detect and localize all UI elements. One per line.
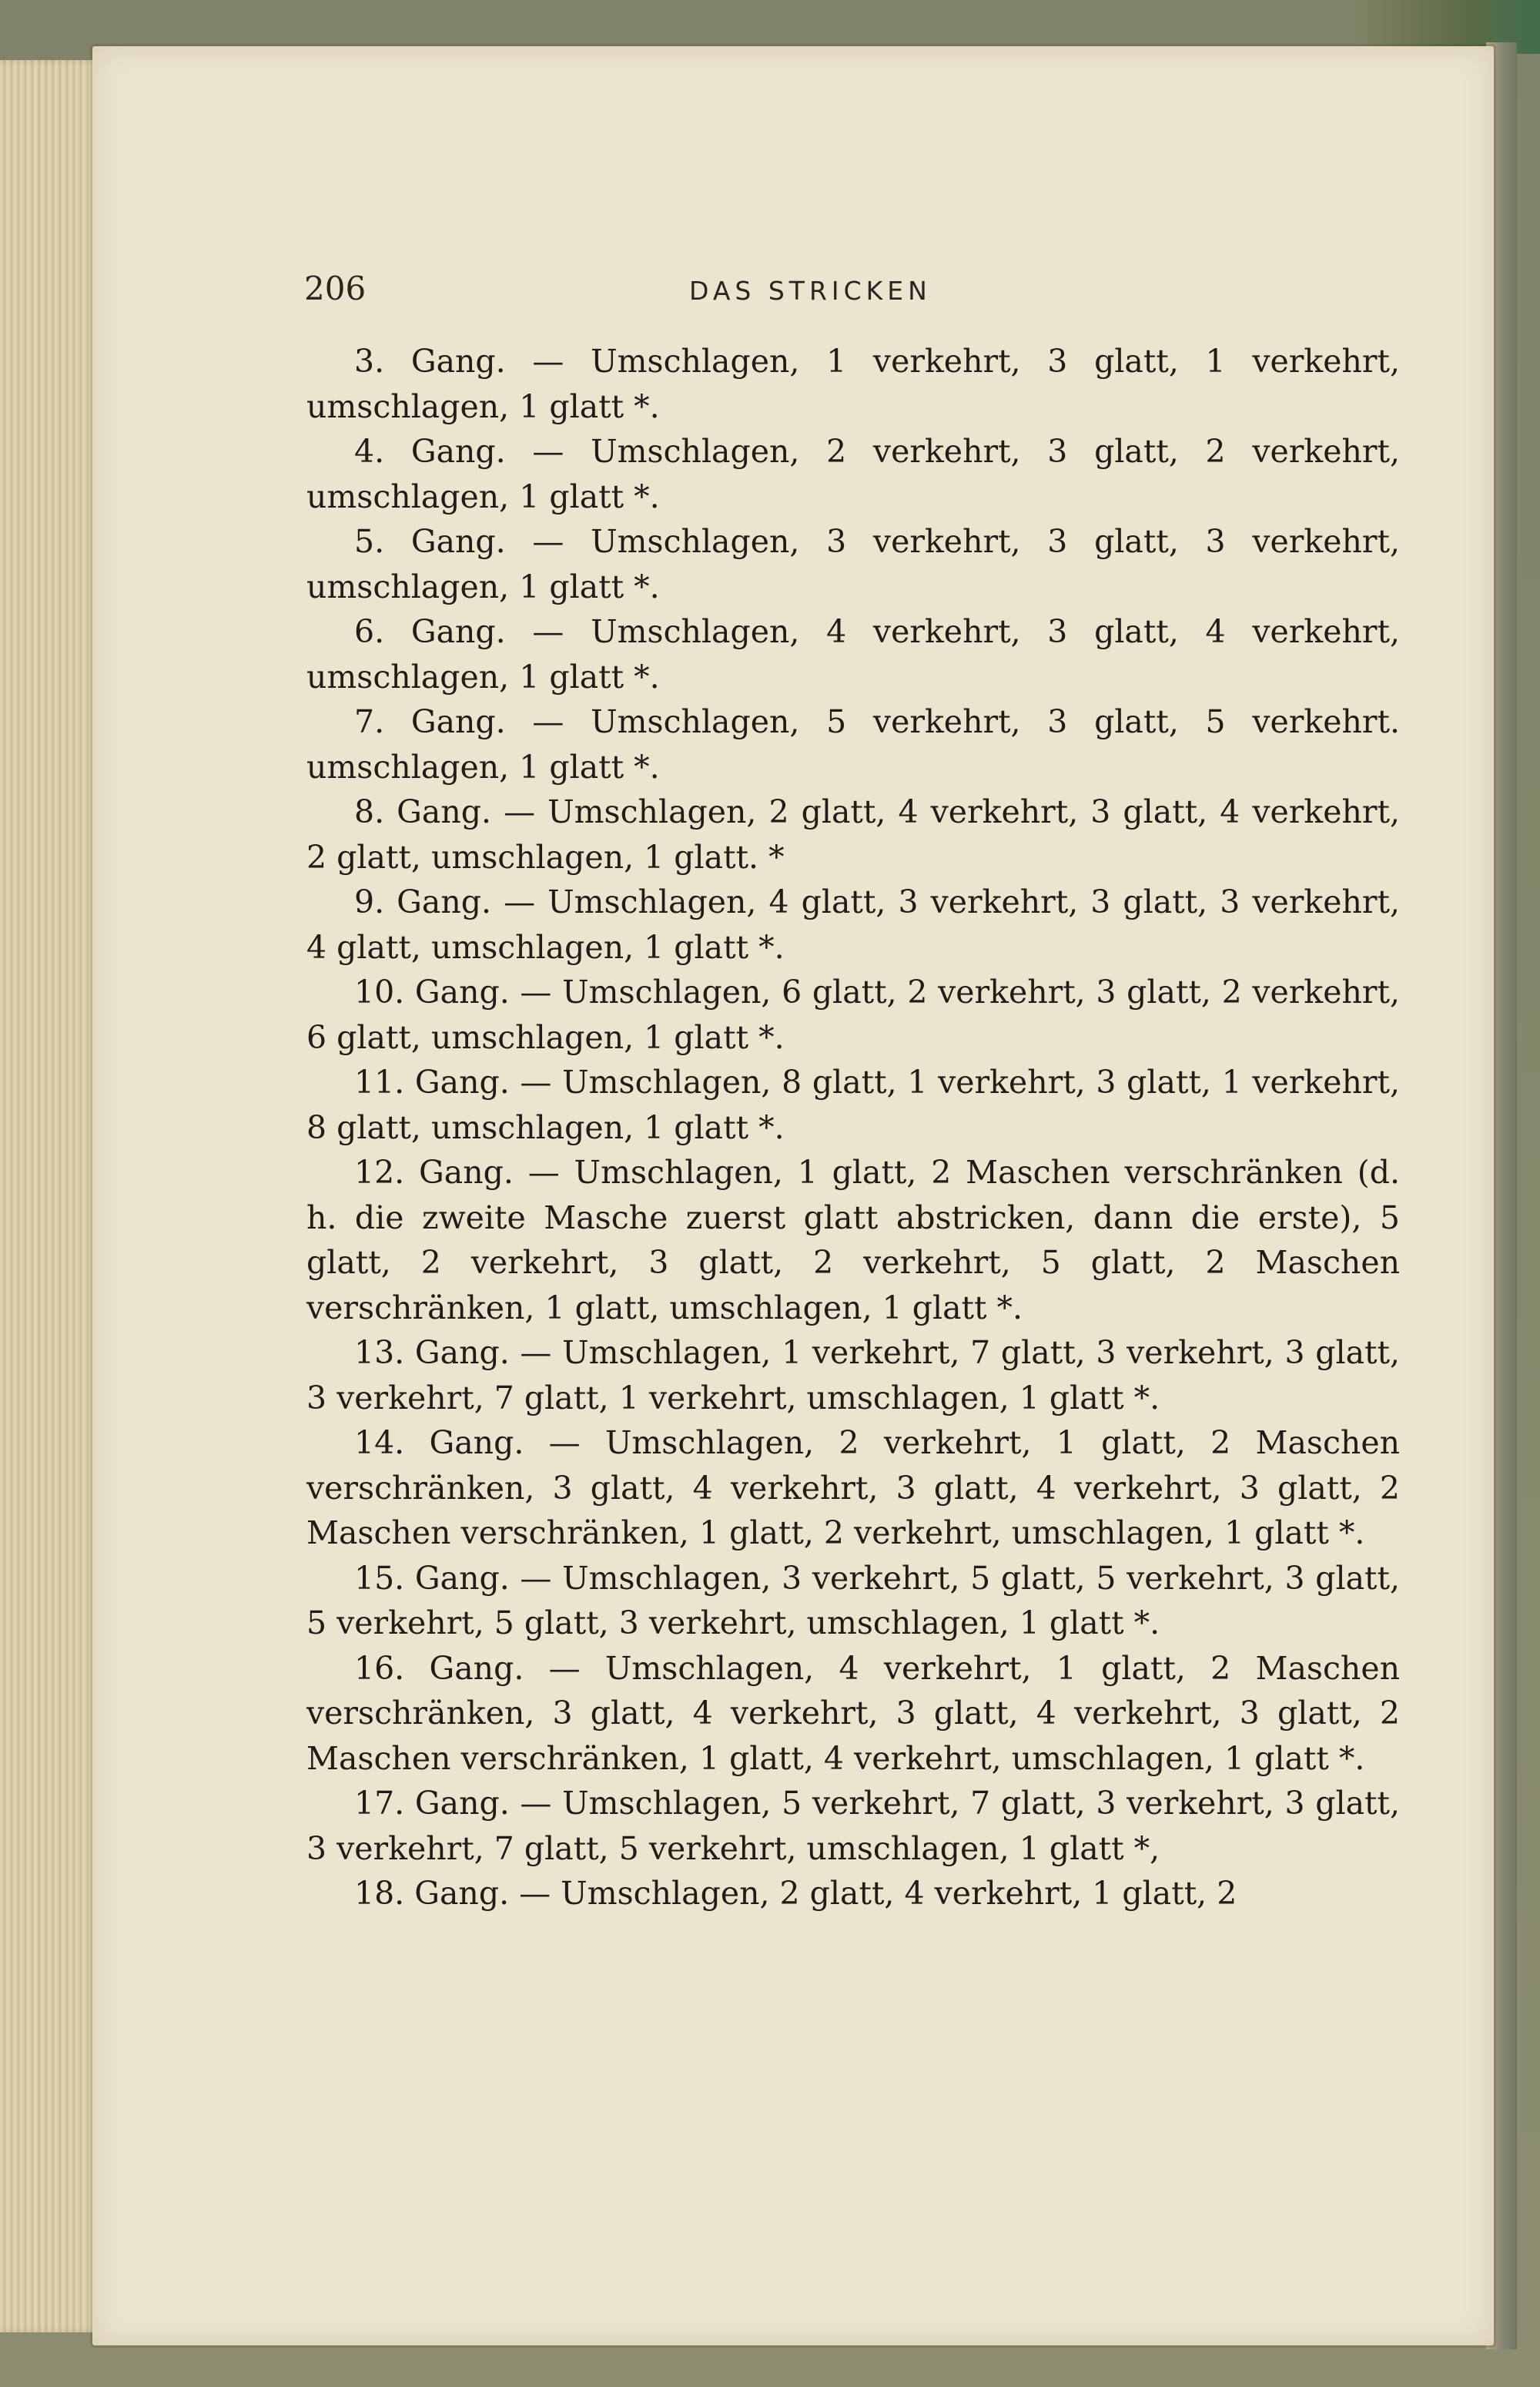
page-header xyxy=(304,270,1398,316)
paragraph-row-15: 15. Gang. — Umschlagen, 3 verkehrt, 5 glatt, 5 verkehrt, 3 glatt, 5 verkehrt, 5 glatt, 3 verkehrt, umschlagen, 1 glatt *. xyxy=(306,1559,1400,1641)
paragraph-row-10: 10. Gang. — Umschlagen, 6 glatt, 2 verkehrt, 3 glatt, 2 verkehrt, 6 glatt, umschlagen, 1 glatt *. xyxy=(306,974,1400,1056)
paragraph-row-13: 13. Gang. — Umschlagen, 1 verkehrt, 7 glatt, 3 verkehrt, 3 glatt, 3 verkehrt, 7 glatt, 1 verkehrt, umschlagen, 1 glatt *. xyxy=(306,1334,1400,1416)
paragraph-row-9: 9. Gang. — Umschlagen, 4 glatt, 3 verkehrt, 3 glatt, 3 verkehrt, 4 glatt, umschlagen, 1 glatt *. xyxy=(306,883,1400,966)
body-text xyxy=(306,339,1400,1916)
paragraph-row-17: 17. Gang. — Umschlagen, 5 verkehrt, 7 glatt, 3 verkehrt, 3 glatt, 3 verkehrt, 7 glatt, 5 verkehrt, umschlagen, 1 glatt *, xyxy=(306,1785,1400,1867)
paragraph-row-7: 7. Gang. — Umschlagen, 5 verkehrt, 3 glatt, 5 verkehrt. umschlagen, 1 glatt *. xyxy=(306,703,1400,786)
paragraph-row-18: 18. Gang. — Umschlagen, 2 glatt, 4 verkehrt, 1 glatt, 2 xyxy=(354,1875,1237,1912)
running-title: DAS STRICKEN xyxy=(689,276,932,306)
paragraph-row-8: 8. Gang. — Umschlagen, 2 glatt, 4 verkehrt, 3 glatt, 4 verkehrt, 2 glatt, umschlagen, 1 glatt. * xyxy=(306,793,1400,876)
paragraph-row-6: 6. Gang. — Umschlagen, 4 verkehrt, 3 glatt, 4 verkehrt, umschlagen, 1 glatt *. xyxy=(306,613,1400,696)
paragraph-row-16: 16. Gang. — Umschlagen, 4 verkehrt, 1 glatt, 2 Maschen verschränken, 3 glatt, 4 verkehrt, 3 glatt, 4 verkehrt, 3 glatt, 2 Maschen verschränken, 1 glatt, 4 verkehrt, umschlagen, 1 glatt *. xyxy=(306,1649,1400,1777)
paragraph-row-14: 14. Gang. — Umschlagen, 2 verkehrt, 1 glatt, 2 Maschen verschränken, 3 glatt, 4 verkehrt, 3 glatt, 4 verkehrt, 3 glatt, 2 Maschen verschränken, 1 glatt, 2 verkehrt, umschlagen, 1 glatt *. xyxy=(306,1424,1400,1551)
paragraph-row-12: 12. Gang. — Umschlagen, 1 glatt, 2 Maschen verschränken (d. h. die zweite Masche zuerst glatt abstricken, dann die erste), 5 glatt, 2 verkehrt, 3 glatt, 2 verkehrt, 5 glatt, 2 Maschen verschränken, 1 glatt, umschlagen, 1 glatt *. xyxy=(306,1154,1400,1326)
page-number: 206 xyxy=(304,270,367,307)
paragraph-row-3: 3. Gang. — Umschlagen, 1 verkehrt, 3 glatt, 1 verkehrt, umschlagen, 1 glatt *. xyxy=(306,343,1400,425)
paragraph-row-4: 4. Gang. — Umschlagen, 2 verkehrt, 3 glatt, 2 verkehrt, umschlagen, 1 glatt *. xyxy=(306,433,1400,515)
paragraph-row-5: 5. Gang. — Umschlagen, 3 verkehrt, 3 glatt, 3 verkehrt, umschlagen, 1 glatt *. xyxy=(306,523,1400,605)
paragraph-row-11: 11. Gang. — Umschlagen, 8 glatt, 1 verkehrt, 3 glatt, 1 verkehrt, 8 glatt, umschlagen, 1 glatt *. xyxy=(306,1064,1400,1146)
